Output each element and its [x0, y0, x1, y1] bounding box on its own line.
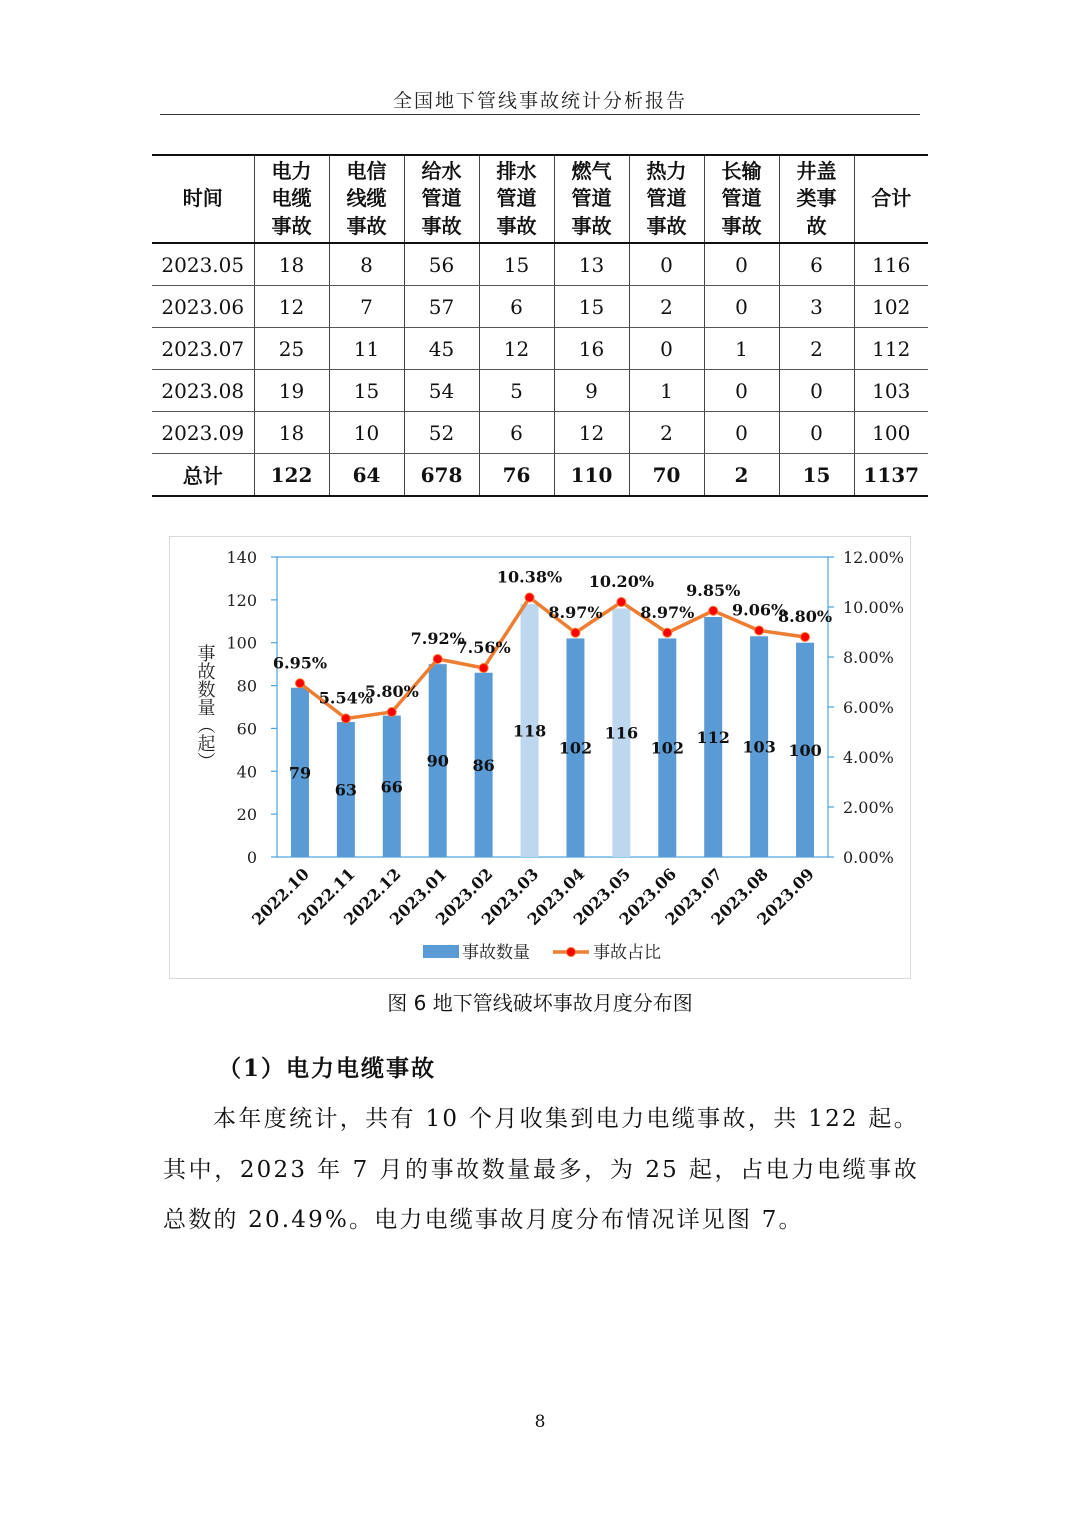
monthly-accident-chart: [169, 536, 911, 979]
bar-value-label: 90: [426, 751, 449, 771]
bar-value-label: 102: [650, 738, 684, 758]
category-label: 2023.06: [615, 864, 681, 930]
header-line: 事故: [271, 213, 312, 238]
ratio-data-label: 9.85%: [686, 580, 741, 600]
table-cell: 0: [704, 286, 779, 328]
table-cell: 2023.09: [152, 412, 254, 454]
left-axis-tick-label: 120: [226, 590, 257, 610]
ratio-data-label: 7.92%: [410, 629, 465, 648]
category-label: 2023.03: [477, 864, 543, 930]
legend-bar-swatch: [423, 945, 459, 958]
right-axis-tick-label: 4.00%: [843, 748, 894, 767]
table-total-cell: 678: [404, 454, 479, 497]
table-cell: 10: [329, 412, 404, 454]
table-cell: 12: [479, 328, 554, 370]
page-number: 8: [534, 1412, 546, 1432]
table-cell: 56: [404, 243, 479, 286]
table-total-cell: 76: [479, 454, 554, 497]
category-label: 2023.07: [661, 864, 727, 930]
legend-bar-label: 事故数量: [462, 943, 530, 963]
left-axis-tick-label: 100: [226, 633, 257, 653]
section-heading: （1）电力电缆事故: [218, 1055, 437, 1082]
header-line: 事故: [496, 213, 537, 238]
table-total-cell: 15: [779, 454, 854, 497]
table-cell: 0: [779, 412, 854, 454]
table-cell: 0: [629, 243, 704, 286]
ratio-point: [709, 606, 718, 615]
table-total-cell: 总计: [152, 454, 254, 497]
ratio-data-label: 10.38%: [496, 567, 563, 587]
header-line: 井盖: [796, 158, 837, 183]
table-cell: 45: [404, 328, 479, 370]
header-line: 故: [806, 213, 827, 238]
header-line: 事故: [421, 213, 462, 238]
table-cell: 9: [554, 370, 629, 412]
table-cell: 15: [479, 243, 554, 286]
header-line: 热力: [646, 158, 687, 183]
ratio-point: [755, 626, 764, 635]
figure-caption: 图 6 地下管线破坏事故月度分布图: [387, 991, 693, 1015]
ratio-data-label: 8.97%: [640, 602, 695, 622]
category-label: 2022.11: [294, 864, 359, 930]
ratio-data-label: 8.97%: [548, 602, 603, 622]
header-line: 管道: [496, 186, 537, 211]
legend-line-marker: [567, 948, 576, 957]
right-axis-tick-label: 2.00%: [843, 798, 894, 817]
category-label: 2023.02: [431, 864, 497, 930]
right-axis-tick-label: 10.00%: [843, 598, 905, 617]
bar-value-label: 112: [696, 728, 730, 747]
category-label: 2022.12: [340, 864, 405, 930]
left-axis-tick-label: 80: [236, 676, 257, 696]
header-line: 给水: [421, 158, 462, 183]
legend-line-label: 事故占比: [593, 943, 661, 963]
running-header: 全国地下管线事故统计分析报告: [392, 90, 687, 112]
table-cell: 0: [779, 370, 854, 412]
header-line: 电缆: [271, 186, 312, 211]
header-line: 管道: [571, 186, 612, 211]
table-cell: 116: [854, 243, 928, 286]
table-cell: 0: [704, 243, 779, 286]
table-cell: 0: [629, 328, 704, 370]
header-line: 排水: [496, 158, 537, 183]
ratio-point: [295, 679, 304, 688]
chart-svg: [1, 1, 1080, 1528]
header-line: 事故: [646, 213, 687, 238]
bar-value-label: 103: [742, 737, 776, 757]
table-cell: 25: [254, 328, 329, 370]
ratio-data-label: 8.80%: [777, 607, 833, 626]
ratio-data-label: 9.06%: [732, 600, 787, 620]
table-total-cell: 70: [629, 454, 704, 497]
bar-value-label: 116: [604, 723, 639, 743]
table-cell: 2: [629, 286, 704, 328]
ratio-data-label: 7.56%: [456, 638, 511, 657]
table-cell: 57: [404, 286, 479, 328]
ratio-point: [617, 598, 626, 607]
bar-value-label: 100: [788, 740, 822, 760]
table-total-cell: 1137: [863, 462, 920, 487]
bar-value-label: 86: [472, 755, 495, 775]
category-label: 2023.01: [385, 864, 451, 930]
category-label: 2023.08: [707, 864, 772, 930]
table-cell: 15: [329, 370, 404, 412]
ratio-data-label: 5.54%: [318, 688, 373, 708]
header-line: 合计: [871, 186, 912, 211]
table-cell: 2023.05: [152, 243, 254, 286]
table-cell: 2023.08: [152, 370, 254, 412]
ratio-data-label: 5.80%: [364, 682, 419, 701]
table-cell: 0: [704, 370, 779, 412]
table-cell: 2: [779, 328, 854, 370]
right-axis-tick-label: 8.00%: [843, 648, 894, 667]
header-line: 电信: [346, 158, 387, 183]
table-cell: 11: [329, 328, 404, 370]
header-line: 管道: [721, 186, 762, 211]
header-line: 线缆: [346, 186, 387, 211]
ratio-point: [801, 633, 810, 642]
table-cell: 2023.06: [152, 286, 254, 328]
table-cell: 7: [329, 286, 404, 328]
header-line: 时间: [182, 186, 223, 211]
table-cell: 6: [479, 286, 554, 328]
category-label: 2022.10: [248, 864, 313, 930]
header-line: 管道: [421, 186, 462, 211]
right-axis-tick-label: 6.00%: [843, 698, 894, 717]
body-paragraph: 本年度统计，共有 10 个月收集到电力电缆事故，共 122 起。其中，2023 年 7 月的事故数量最多，为 25 起，占电力电缆事故总数的 20.49%。电力电缆事故月度分布情况详见图 7。: [163, 1106, 919, 1233]
bar-value-label: 79: [288, 763, 312, 783]
table-total-cell: 122: [254, 454, 329, 497]
bar-value-label: 66: [380, 777, 403, 797]
ratio-data-label: 10.20%: [588, 572, 655, 591]
table-cell: 6: [779, 243, 854, 286]
table-cell: 2: [629, 412, 704, 454]
header-line: 事故: [721, 213, 762, 238]
header-line: 事故: [346, 213, 387, 238]
left-axis-tick-label: 40: [236, 762, 257, 782]
table-cell: 13: [554, 243, 629, 286]
ratio-data-label: 6.95%: [272, 653, 328, 673]
bar-value-label: 118: [512, 721, 547, 741]
category-label: 2023.04: [523, 864, 589, 930]
table-cell: 12: [254, 286, 329, 328]
ratio-point: [341, 714, 350, 723]
table-total-cell: 2: [704, 454, 779, 497]
table-cell: 3: [779, 286, 854, 328]
table-cell: 18: [254, 243, 329, 286]
ratio-point: [663, 628, 672, 637]
header-line: 电力: [271, 158, 312, 183]
table-cell: 2023.07: [152, 328, 254, 370]
table-cell: 5: [479, 370, 554, 412]
table-cell: 54: [404, 370, 479, 412]
ratio-point: [525, 593, 534, 602]
ratio-point: [571, 628, 580, 637]
left-axis-tick-label: 0: [246, 848, 257, 867]
category-label: 2023.05: [569, 864, 635, 930]
table-cell: 15: [554, 286, 629, 328]
table-cell: 102: [854, 286, 928, 328]
table-total-cell: 110: [554, 454, 629, 497]
table-cell: 8: [329, 243, 404, 286]
table-cell: 6: [479, 412, 554, 454]
ratio-point: [433, 655, 442, 664]
ratio-point: [479, 664, 488, 673]
header-line: 燃气: [571, 158, 612, 183]
y-axis-title: 事故数量（起）: [194, 644, 216, 770]
ratio-point: [387, 708, 396, 717]
table-cell: 103: [854, 370, 928, 412]
table-cell: 1: [629, 370, 704, 412]
left-axis-tick-label: 140: [226, 548, 257, 567]
left-axis-tick-label: 20: [236, 805, 257, 825]
table-cell: 100: [854, 412, 928, 454]
right-axis-tick-label: 12.00%: [843, 548, 905, 567]
bar-value-label: 63: [334, 780, 358, 800]
table-cell: 19: [254, 370, 329, 412]
category-label: 2023.09: [753, 864, 818, 930]
header-line: 长输: [721, 158, 762, 183]
table-cell: 12: [554, 412, 629, 454]
header-line: 事故: [571, 213, 612, 238]
table-cell: 16: [554, 328, 629, 370]
bar-value-label: 102: [558, 738, 593, 758]
left-axis-tick-label: 60: [236, 719, 257, 739]
table-cell: 0: [704, 412, 779, 454]
table-cell: 112: [854, 328, 928, 370]
header-line: 类事: [796, 186, 837, 211]
table-cell: 18: [254, 412, 329, 454]
table-total-cell: 64: [329, 454, 404, 497]
table-cell: 1: [704, 328, 779, 370]
right-axis-tick-label: 0.00%: [843, 848, 894, 867]
table-cell: 52: [404, 412, 479, 454]
header-line: 管道: [646, 186, 687, 211]
